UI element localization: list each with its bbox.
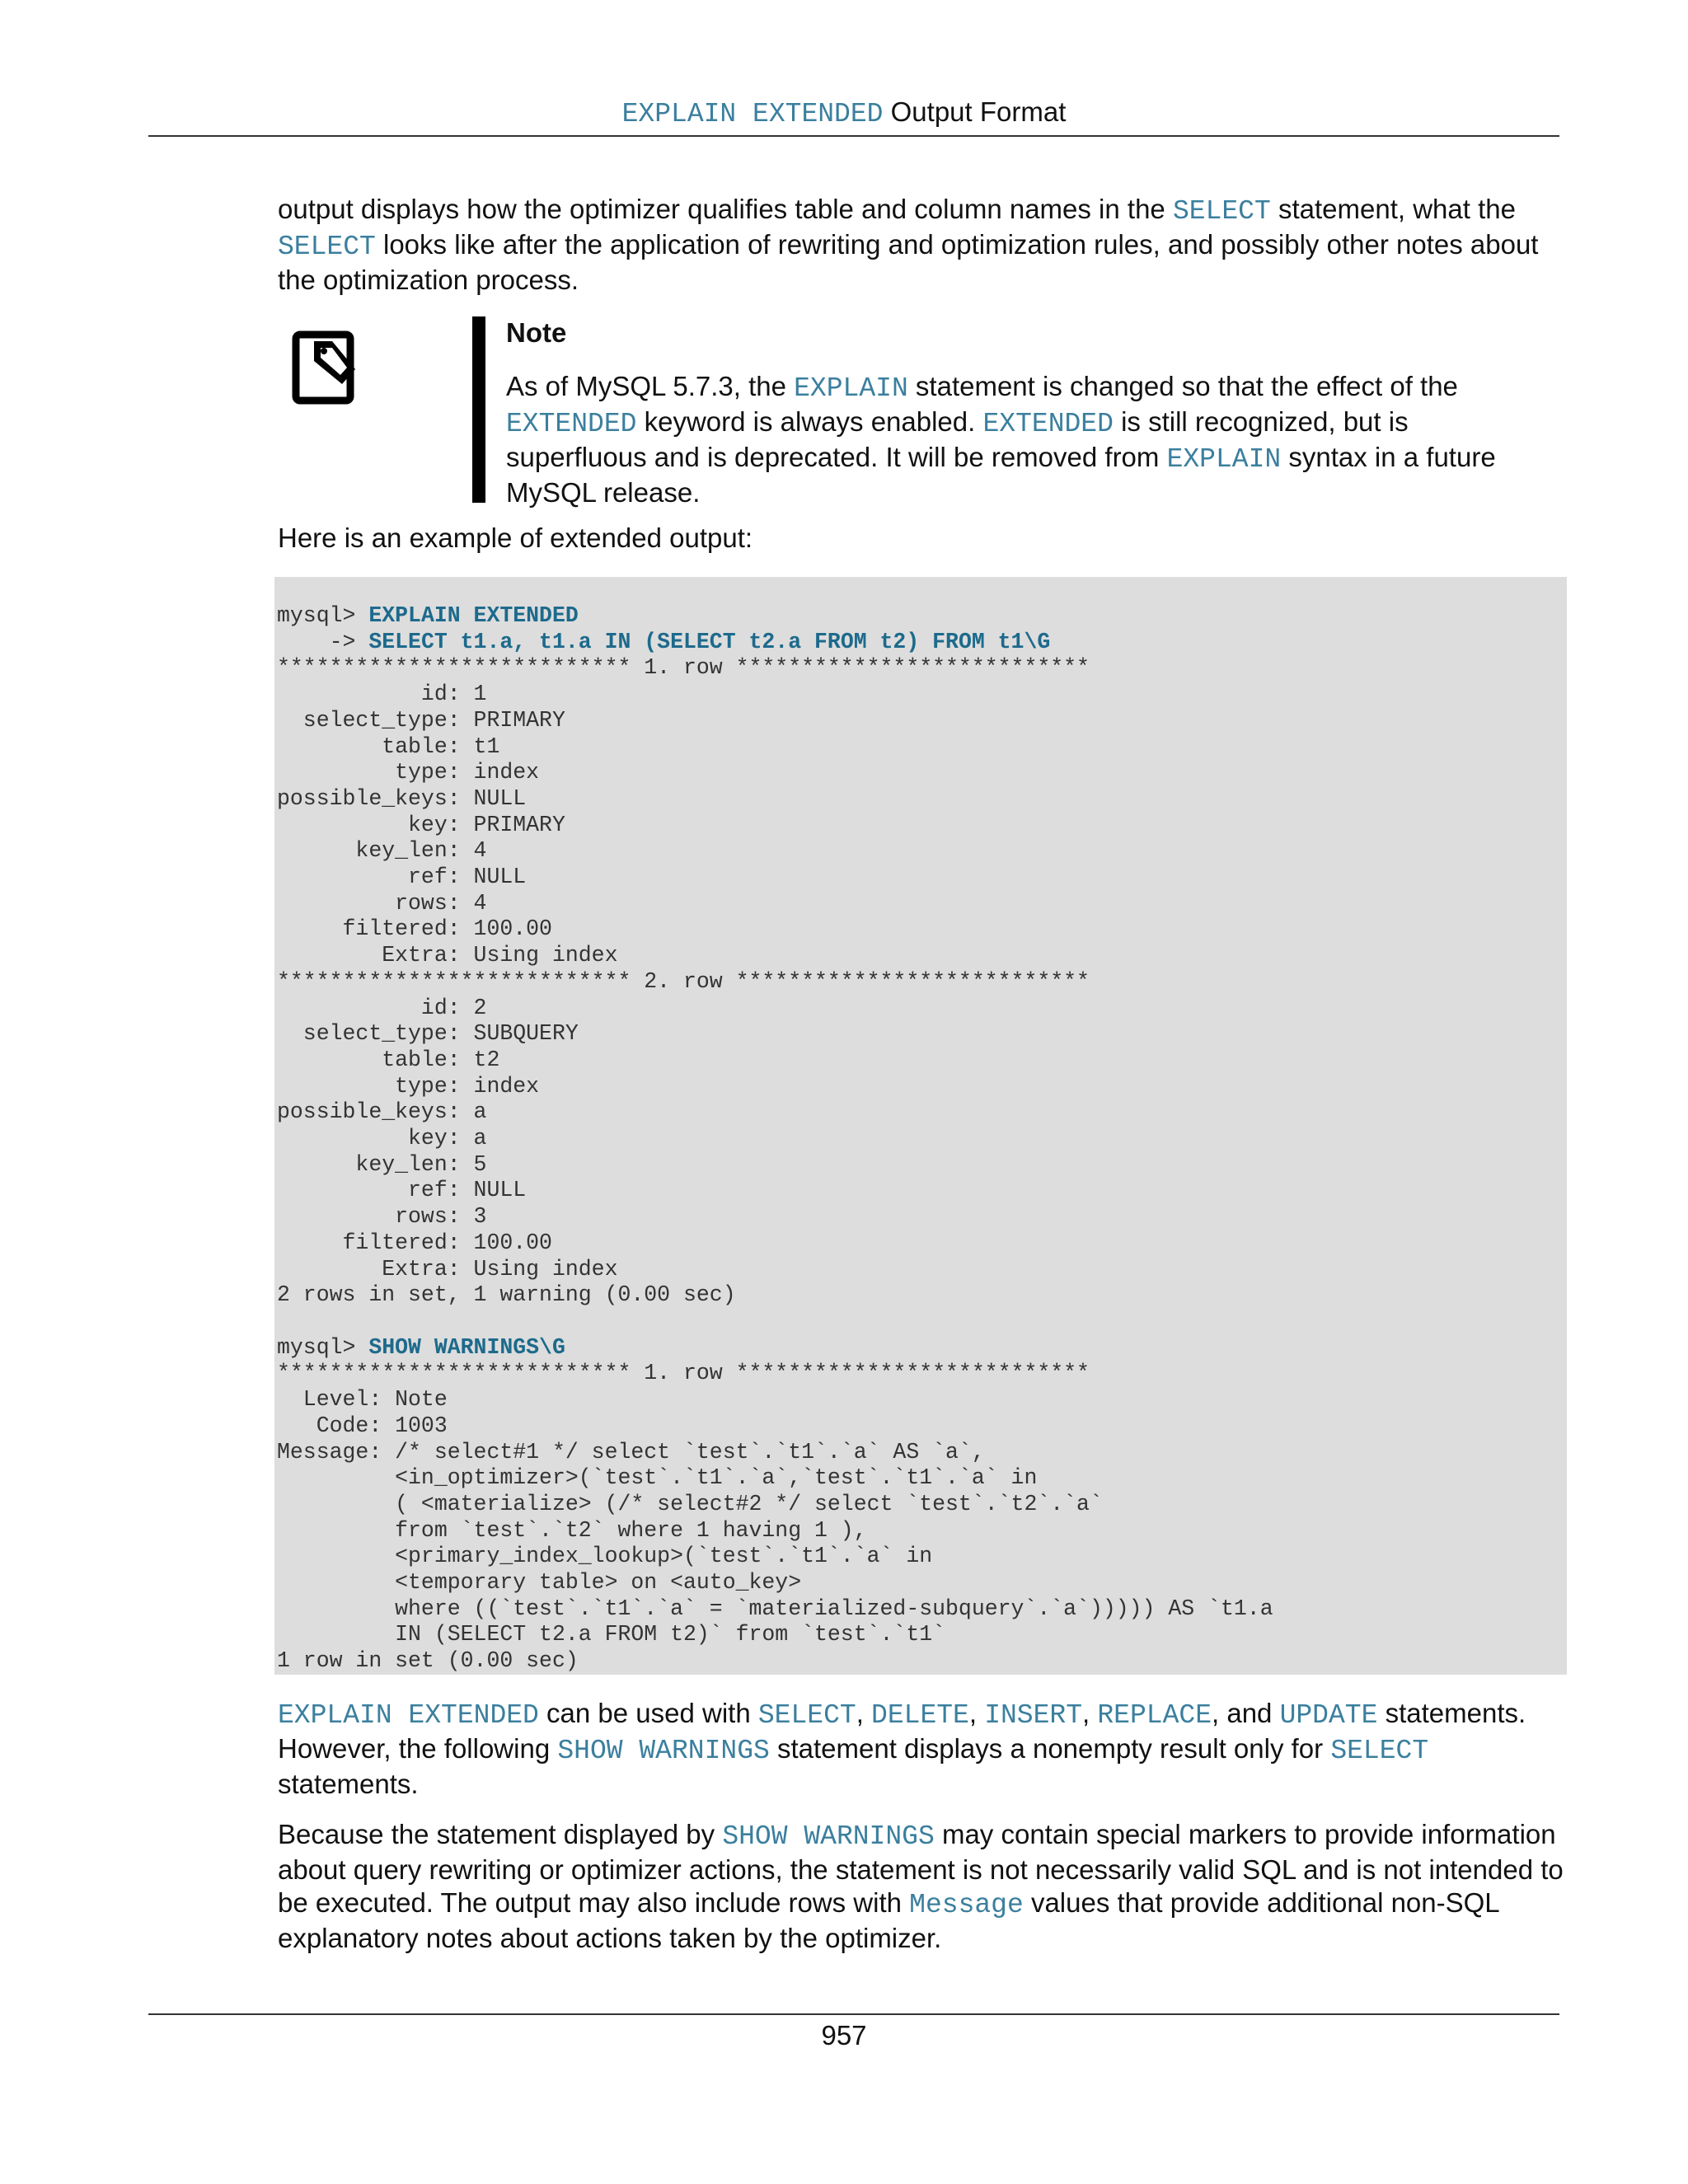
code-command-explain: EXPLAIN EXTENDED — [368, 603, 579, 628]
code-output-warnings: *************************** 1. row *************************** Level: Note Code: 1003 Message: /* select#1 */ select `test`.`t1`.`a` AS `a`, <in_optimizer>(`test`.`t1`.`a`,`test`.`t1`.`a` in ( <materialize> (/* select#2 */ select `test`.`t2`.`a` from `test`.`t2` where 1 having 1 ), <primary_index_lookup>(`test`.`t1`.`a` in <temporary table> on <auto_key> where ((`test`.`t1`.`a` = `materialized-subquery`.`a`))))) AS `t1.a IN (SELECT t2.a FROM t2)` from `test`.`t1` 1 row in set (0.00 sec) — [277, 1361, 1273, 1674]
usage-code-7: SHOW WARNINGS — [557, 1736, 770, 1766]
footer-rule — [148, 2013, 1559, 2015]
usage-code-4: INSERT — [984, 1700, 1083, 1731]
usage-code-6: UPDATE — [1279, 1700, 1378, 1731]
markers-code-1: SHOW WARNINGS — [722, 1821, 935, 1852]
code-command-select: SELECT t1.a, t1.a IN (SELECT t2.a FROM t2) FROM t1\G — [368, 629, 1051, 654]
intro-code-select-1: SELECT — [1172, 196, 1271, 227]
note-code-3: EXTENDED — [982, 409, 1114, 439]
header-text: Output Format — [890, 96, 1067, 127]
usage-code-1: EXPLAIN EXTENDED — [278, 1700, 539, 1731]
intro-text-1: output displays how the optimizer qualifies table and column names in the — [278, 194, 1173, 224]
page-number: 957 — [821, 2020, 867, 2050]
usage-text-4: , — [1082, 1698, 1098, 1728]
note-icon — [291, 330, 360, 408]
note-text-2: statement is changed so that the effect of the — [907, 371, 1458, 401]
intro-text-3: looks like after the application of rewriting and optimization rules, and possibly other notes about the optimization process. — [278, 229, 1539, 295]
note-code-4: EXPLAIN — [1166, 444, 1282, 475]
note-body — [506, 370, 1545, 509]
usage-text-5: , and — [1212, 1698, 1280, 1728]
usage-code-2: SELECT — [757, 1700, 856, 1731]
header-code: EXPLAIN EXTENDED — [621, 99, 884, 129]
code-prompt-2: mysql> — [277, 1334, 369, 1360]
code-prompt-1: mysql> — [277, 603, 369, 628]
usage-text-8: statements. — [278, 1769, 419, 1799]
usage-code-5: REPLACE — [1097, 1700, 1212, 1731]
code-listing — [277, 603, 1273, 1675]
markers-code-2: Message — [909, 1890, 1024, 1920]
intro-text-2: statement, what the — [1270, 194, 1516, 224]
usage-text-2: , — [856, 1698, 872, 1728]
note-code-1: EXPLAIN — [794, 373, 908, 404]
code-output-explain: *************************** 1. row *************************** id: 1 select_type: PRIMARY table: t1 type: index possible_keys: NULL key: PRIMARY key_len: 4 ref: NULL rows: 4 filtered: 100.00 Extra: Using index *************************** 2. row *************************** id: 2 select_type: SUBQUERY table: t2 type: index possible_keys: a key: a key_len: 5 ref: NULL rows: 3 filtered: 100.00 Extra: Using index 2 rows in set, 1 warning (0.00 sec) — [277, 655, 1090, 1308]
markers-text-1: Because the statement displayed by — [278, 1819, 723, 1849]
intro-paragraph — [278, 193, 1564, 297]
code-command-show-warnings: SHOW WARNINGS\G — [368, 1334, 565, 1360]
note-text-5: syntax in a future MySQL release. — [506, 442, 1496, 508]
usage-text-3: , — [968, 1698, 985, 1728]
usage-text-6: statements. However, the following — [278, 1698, 1526, 1764]
header-rule — [148, 135, 1559, 137]
code-continuation-prompt: -> — [329, 629, 356, 654]
note-title: Note — [506, 317, 567, 348]
note-text-4: is still recognized, but is superfluous and is deprecated. It will be removed from — [506, 406, 1409, 472]
usage-text-1: can be used with — [538, 1698, 758, 1728]
usage-code-3: DELETE — [871, 1700, 969, 1731]
usage-text-7: statement displays a nonempty result only for — [769, 1733, 1331, 1764]
page-header — [0, 96, 1688, 131]
markers-paragraph — [278, 1818, 1564, 1955]
usage-code-8: SELECT — [1330, 1736, 1429, 1766]
note-code-2: EXTENDED — [506, 409, 637, 439]
code-block — [274, 577, 1567, 1675]
note-bar — [472, 316, 485, 503]
intro-code-select-2: SELECT — [278, 232, 376, 262]
example-intro: Here is an example of extended output: — [278, 523, 753, 553]
markers-text-3: values that provide additional non-SQL explanatory notes about actions taken by the optimizer. — [278, 1887, 1499, 1953]
usage-paragraph — [278, 1697, 1564, 1801]
note-text-1: As of MySQL 5.7.3, the — [506, 371, 795, 401]
markers-text-2: may contain special markers to provide information about query rewriting or optimizer actions, the statement is not necessarily valid SQL and is not intended to be executed. The output may also include rows with — [278, 1819, 1564, 1918]
note-text-3: keyword is always enabled. — [636, 406, 983, 437]
